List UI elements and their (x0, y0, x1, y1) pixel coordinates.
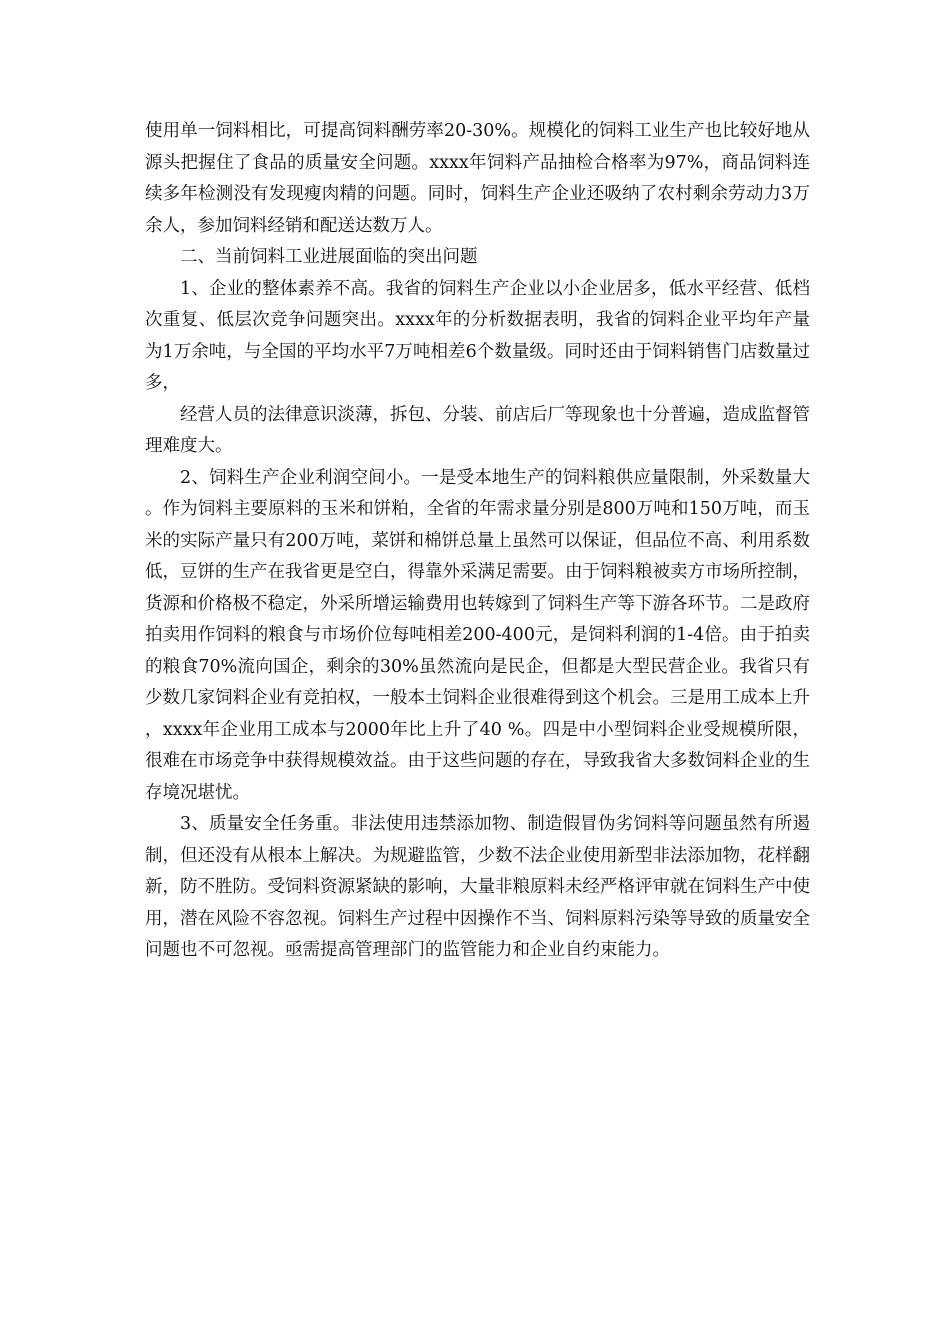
paragraph-point-1: 1、企业的整体素养不高。我省的饲料生产企业以小企业居多，低水平经营、低档次重复、低层次竞争问题突出。xxxx年的分析数据表明，我省的饲料企业平均年产量为1万余吨，与全国的平均水平7万吨相差6个数量级。同时还由于饲料销售门店数量过多， (145, 278, 810, 393)
paragraph-point-3: 3、质量安全任务重。非法使用违禁添加物、制造假冒伪劣饲料等问题虽然有所遏制，但还没有从根本上解决。为规避监管，少数不法企业使用新型非法添加物，花样翻新，防不胜防。受饲料资源紧缺的影响，大量非粮原料未经严格评审就在饲料生产中使用，潜在风险不容忽视。饲料生产过程中因操作不当、饲料原料污染等导致的质量安全问题也不可忽视。亟需提高管理部门的监管能力和企业自约束能力。 (145, 814, 810, 960)
paragraph-point-2: 2、饲料生产企业利润空间小。一是受本地生产的饲料粮供应量限制，外采数量大。作为饲料主要原料的玉米和饼粕，全省的年需求量分别是800万吨和150万吨，而玉米的实际产量只有200万吨，菜饼和棉饼总量上虽然可以保证，但品位不高、利用系数低，豆饼的生产在我省更是空白，得靠外采满足需要。由于饲料粮被卖方市场所控制，货源和价格极不稳定，外采所增运输费用也转嫁到了饲料生产等下游各环节。二是政府拍卖用作饲料的粮食与市场价位每吨相差200-400元，是饲料利润的1-4倍。由于拍卖的粮食70%流向国企，剩余的30%虽然流向是民企，但都是大型民营企业。我省只有少数几家饲料企业有竞拍权，一般本土饲料企业很难得到这个机会。三是用工成本上升，xxxx年企业用工成本与2000年比上升了40 %。四是中小型饲料企业受规模所限，很难在市场竞争中获得规模效益。由于这些问题的存在，导致我省大多数饲料企业的生存境况堪忧。 (145, 467, 810, 803)
paragraph-intro-continuation: 使用单一饲料相比，可提高饲料酬劳率20-30%。规模化的饲料工业生产也比较好地从源头把握住了食品的质量安全问题。xxxx年饲料产品抽检合格率为97%，商品饲料连续多年检测没有发现瘦肉精的问题。同时，饲料生产企业还吸纳了农村剩余劳动力3万余人，参加饲料经销和配送达数万人。 (145, 121, 810, 236)
paragraph-point-1-continued: 经营人员的法律意识淡薄，拆包、分装、前店后厂等现象也十分普遍，造成监督管理难度大。 (145, 404, 810, 456)
section-heading: 二、当前饲料工业进展面临的突出问题 (180, 247, 478, 267)
document-body (145, 116, 810, 967)
